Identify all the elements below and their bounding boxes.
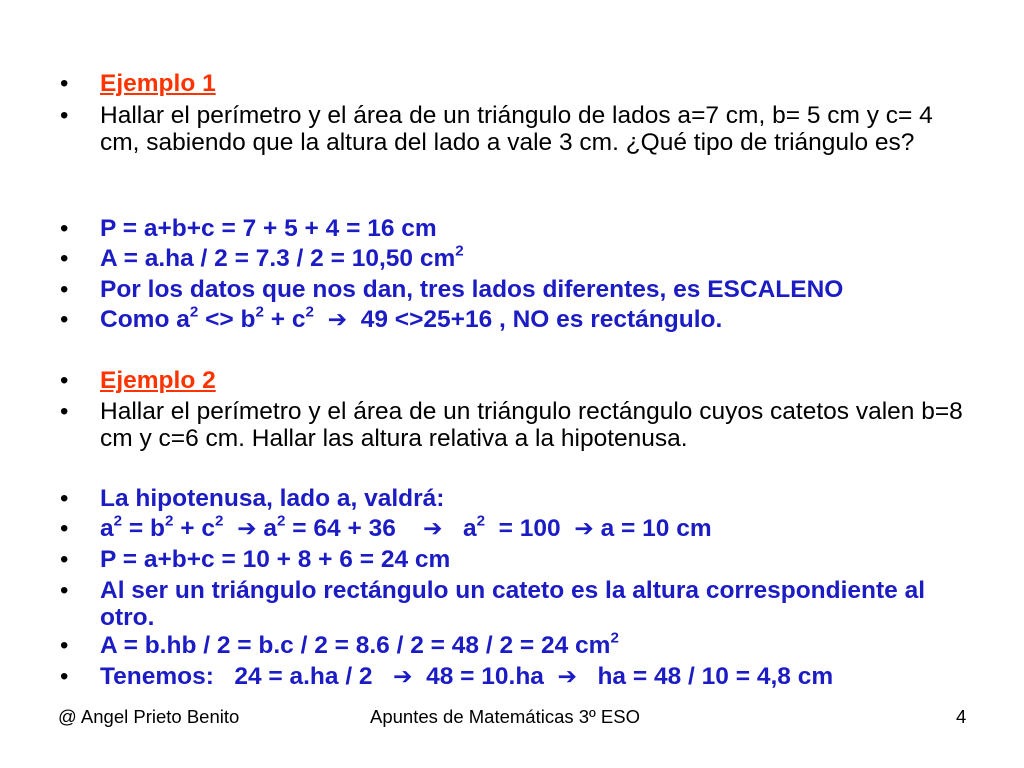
bullet: • (60, 276, 69, 303)
example-1-heading (60, 70, 965, 97)
bullet: • (60, 215, 69, 242)
example-2-area-text: A = b.hb / 2 = b.c / 2 = 8.6 / 2 = 48 / 2 = 24 $cm^2$ (100, 629, 619, 659)
arrow-icon: ➔ (237, 515, 257, 541)
example-1-check-text: Como $a^2 <> b^2 + c^2$ ➔ 49 <>25+16 , NO es rectángulo. (100, 303, 723, 333)
bullet: • (60, 632, 69, 659)
example-2-final-height (60, 663, 965, 690)
example-1-problem-text: Hallar el perímetro y el área de un triángulo de lados a=7 cm, b= 5 cm y c= 4 cm, sabiendo que la altura del lado a vale 3 cm. ¿Qué tipo de triángulo es? (100, 102, 933, 156)
example-1-area-text: A = a.ha / 2 = 7.3 / 2 = 10,50 $cm^2$ (100, 242, 464, 272)
example-2-title: Ejemplo 2 (100, 367, 216, 394)
example-1-triangle-type (60, 276, 965, 303)
example-2-hypotenuse-intro (60, 485, 965, 512)
example-2-final-text: Tenemos: 24 = a.ha / 2 ➔ 48 = 10.ha ➔ ha = 48 / 10 = 4,8 cm (100, 663, 834, 690)
arrow-icon: ➔ (392, 663, 413, 689)
bullet: • (60, 515, 69, 542)
example-2-area (60, 629, 965, 659)
example-2-perimeter-text: P = a+b+c = 10 + 8 + 6 = 24 cm (100, 546, 451, 573)
example-2-problem (60, 398, 965, 452)
example-1-title: Ejemplo 1 (100, 70, 216, 97)
arrow-icon: ➔ (327, 306, 348, 332)
bullet: • (60, 102, 69, 129)
example-1-problem (60, 102, 965, 156)
arrow-icon: ➔ (423, 515, 443, 541)
example-1-perimeter (60, 215, 965, 242)
example-2-pythagoras (60, 512, 965, 542)
footer-author: @ Angel Prieto Benito (58, 706, 240, 727)
example-2-pythagoras-text: $a^2 = b^2 + c^2$ ➔ $a^2 = 64 + 36$ ➔ $a^2 = 100$ ➔ a = 10 cm (100, 512, 712, 542)
bullet: • (60, 245, 69, 272)
bullet: • (60, 306, 69, 333)
example-2-problem-text: Hallar el perímetro y el área de un triángulo rectángulo cuyos catetos valen b=8 cm y c=6 cm. Hallar las altura relativa a la hipotenusa. (100, 398, 963, 452)
footer-page-number: 4 (956, 706, 967, 727)
bullet: • (60, 663, 69, 690)
example-2-hyp-text: La hipotenusa, lado a, valdrá: (100, 485, 445, 512)
example-2-heading (60, 367, 965, 394)
arrow-icon: ➔ (557, 663, 578, 689)
arrow-icon: ➔ (574, 515, 594, 541)
example-1-type-text: Por los datos que nos dan, tres lados diferentes, es ESCALENO (100, 276, 844, 303)
example-1-right-check (60, 303, 965, 333)
bullet: • (60, 485, 69, 512)
bullet: • (60, 367, 69, 394)
example-2-height-note-text: Al ser un triángulo rectángulo un cateto es la altura correspondiente al otro. (100, 577, 926, 631)
example-2-perimeter (60, 546, 965, 573)
bullet: • (60, 398, 69, 425)
example-2-height-note (60, 577, 965, 631)
example-1-area (60, 242, 965, 272)
bullet: • (60, 546, 69, 573)
example-1-perimeter-text: P = a+b+c = 7 + 5 + 4 = 16 cm (100, 215, 437, 242)
bullet: • (60, 577, 69, 604)
bullet: • (60, 70, 69, 97)
footer-course: Apuntes de Matemáticas 3º ESO (370, 706, 641, 727)
